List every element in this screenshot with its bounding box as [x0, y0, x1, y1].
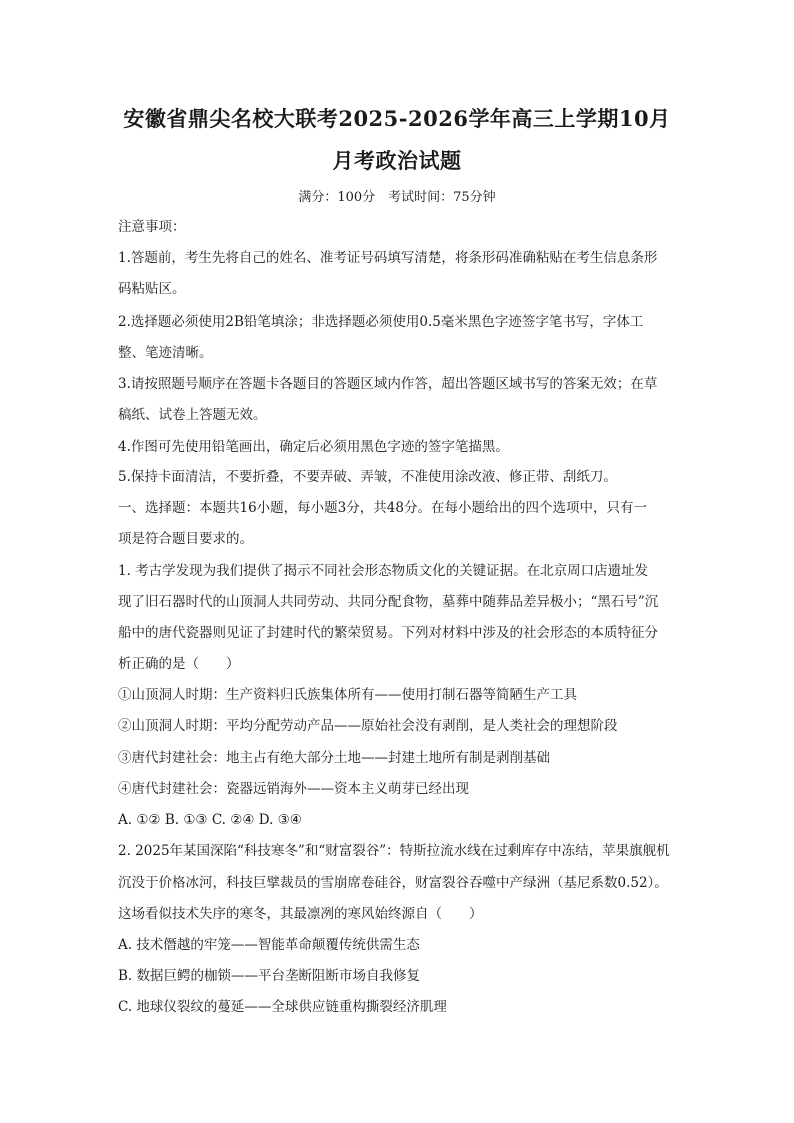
notice-item-2-line2: 整、笔迹清晰。: [118, 345, 213, 361]
q1-stem-line2: 现了旧石器时代的山顶洞人共同劳动、共同分配食物，墓葬中随葬品差异极小；“黑石号”沉: [118, 594, 659, 610]
q1-option-2: ②山顶洞人时期：平均分配劳动产品——原始社会没有剥削，是人类社会的理想阶段: [118, 718, 618, 734]
q2-option-a: A. 技术僭越的牢笼——智能革命颠覆传统供需生态: [118, 937, 420, 953]
exam-title-line2: 月考政治试题: [332, 148, 462, 173]
q2-stem-line1: 2. 2025年某国深陷“科技寒冬”和“财富裂谷”：特斯拉流水线在过剩库存中冻结，苹果旗舰机: [118, 843, 670, 859]
exam-title-line1: 安徽省鼎尖名校大联考2025-2026学年高三上学期10月: [123, 106, 671, 131]
q2-option-b: B. 数据巨鳄的枷锁——平台垄断阻断市场自我修复: [118, 968, 421, 984]
q1-stem-line3: 船中的唐代瓷器则见证了封建时代的繁荣贸易。下列对材料中涉及的社会形态的本质特征分: [118, 625, 658, 641]
q1-option-1: ①山顶洞人时期：生产资料归氏族集体所有——使用打制石器等简陋生产工具: [118, 687, 577, 703]
exam-score-time: 满分：100分 考试时间：75分钟: [298, 190, 496, 205]
notice-item-3-line1: 3.请按照题号顺序在答题卡各题目的答题区域内作答，超出答题区域书写的答案无效；在草: [118, 376, 658, 392]
q2-option-c: C. 地球仪裂纹的蔓延——全球供应链重构撕裂经济肌理: [118, 999, 447, 1015]
section1-heading-line2: 项是符合题目要求的。: [118, 531, 253, 547]
q1-option-4: ④唐代封建社会：瓷器远销海外——资本主义萌芽已经出现: [118, 781, 469, 797]
q1-stem-line1: 1. 考古学发现为我们提供了揭示不同社会形态物质文化的关键证据。在北京周口店遗址发: [118, 563, 649, 579]
q2-stem-line3: 这场看似技术失序的寒冬，其最凛冽的寒风始终源自（ ）: [118, 906, 483, 922]
q2-stem-line2: 沉没于价格冰河，科技巨擘裁员的雪崩席卷硅谷，财富裂谷吞噬中产绿洲（基尼系数0.52）。: [118, 875, 668, 891]
q1-stem-line4: 析正确的是（ ）: [118, 656, 240, 672]
notice-item-4: 4.作图可先使用铅笔画出，确定后必须用黑色字迹的签字笔描黑。: [118, 439, 509, 455]
q1-option-3: ③唐代封建社会：地主占有绝大部分土地——封建土地所有制是剥削基础: [118, 750, 550, 766]
q1-choices: A. ①② B. ①③ C. ②④ D. ③④: [118, 812, 302, 828]
notice-item-1-line2: 码粘贴区。: [118, 281, 186, 297]
notice-item-1-line1: 1.答题前，考生先将自己的姓名、准考证号码填写清楚，将条形码准确粘贴在考生信息条形: [118, 250, 658, 266]
notice-item-2-line1: 2.选择题必须使用2B铅笔填涂；非选择题必须使用0.5毫米黑色字迹签字笔书写，字体工: [118, 314, 644, 330]
section1-heading-line1: 一、选择题：本题共16小题，每小题3分，共48分。在每小题给出的四个选项中，只有一: [118, 500, 647, 516]
notice-heading: 注意事项：: [118, 219, 186, 235]
notice-item-5: 5.保持卡面清洁，不要折叠，不要弄破、弄皱，不准使用涂改液、修正带、刮纸刀。: [118, 469, 617, 485]
notice-item-3-line2: 稿纸、试卷上答题无效。: [118, 407, 267, 423]
